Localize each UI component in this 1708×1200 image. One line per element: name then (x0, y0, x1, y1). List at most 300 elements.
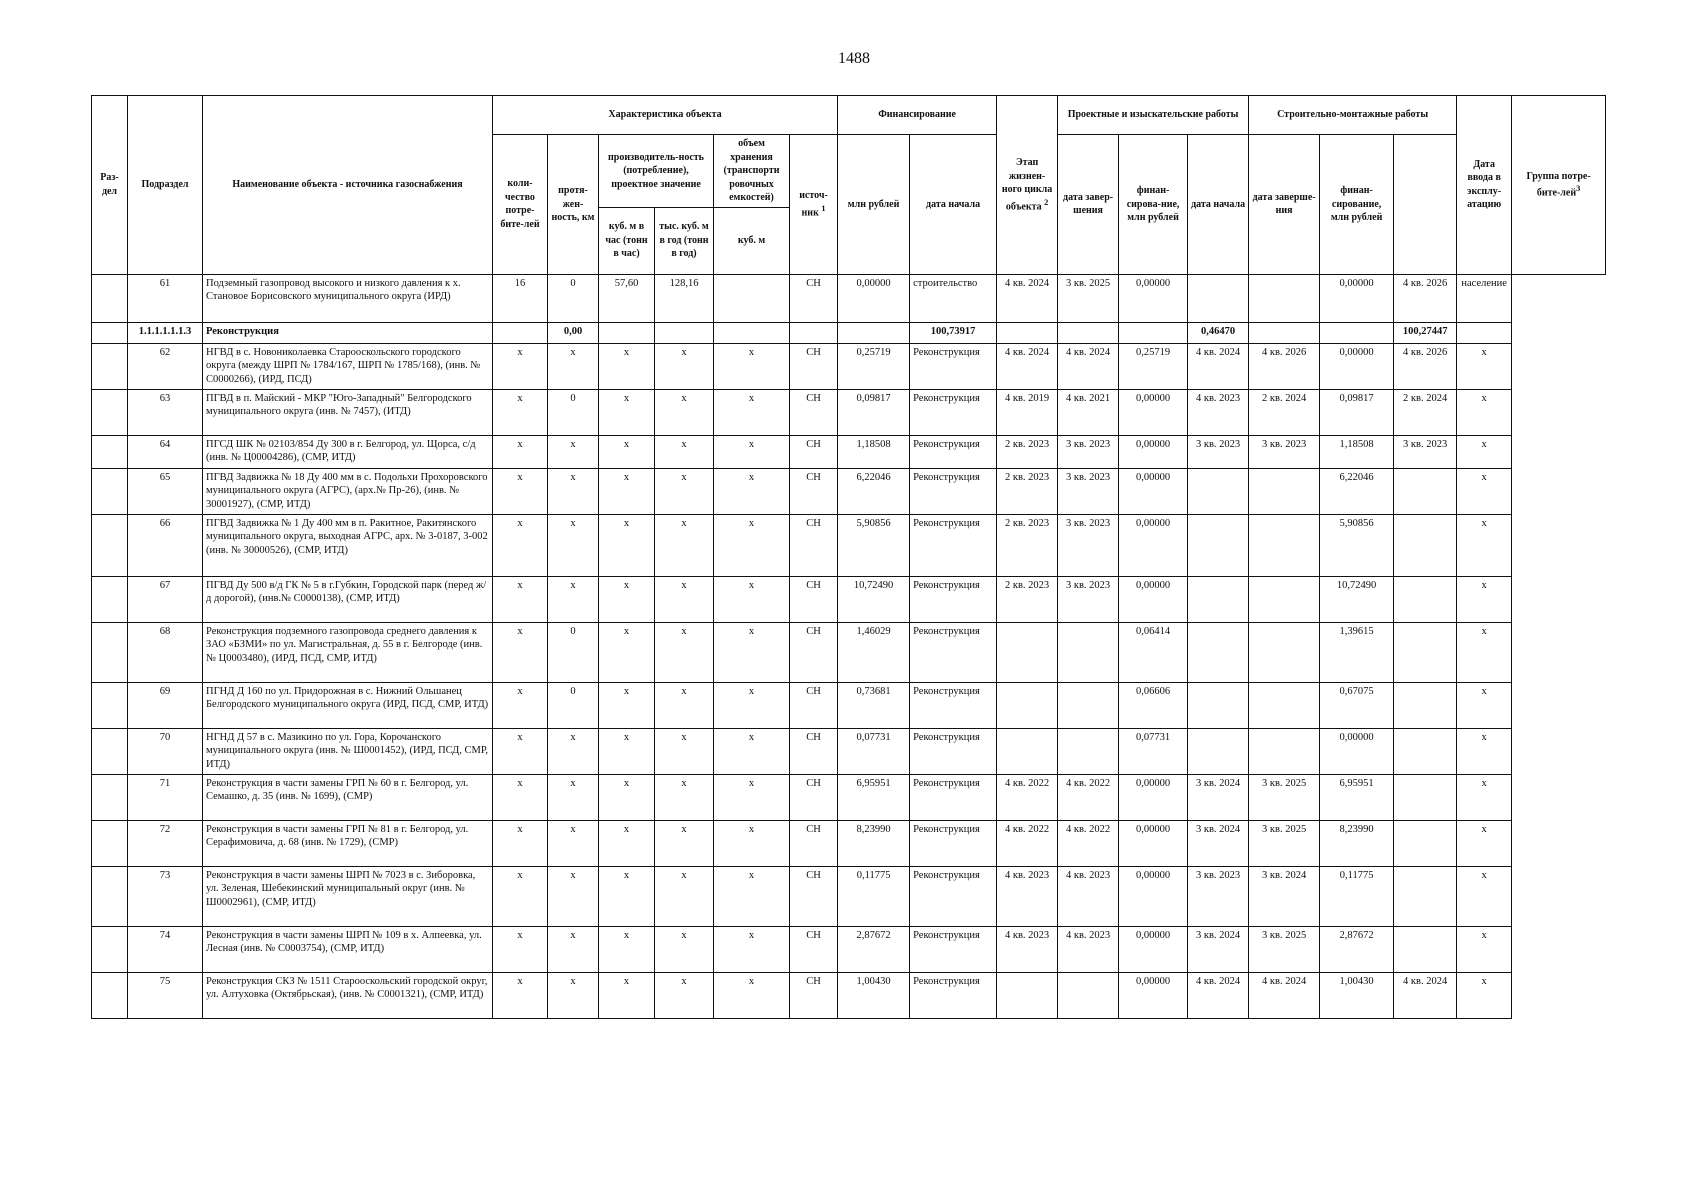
cell-c-fin: 6,22046 (1320, 468, 1394, 514)
cell-c-fin: 0,00000 (1320, 728, 1394, 774)
col-thous-cub-year: тыс. куб. м в год (тонн в год) (655, 207, 714, 274)
cell-razdel (92, 682, 128, 728)
cell-d-end (1058, 622, 1119, 682)
col-cub-hour: куб. м в час (тонн в час) (599, 207, 655, 274)
cell-d-fin: 0,00000 (1119, 576, 1188, 622)
cell-source: СН (790, 866, 838, 926)
cell-count: х (493, 926, 548, 972)
cell-source: СН (790, 820, 838, 866)
cell-cub: х (714, 972, 790, 1018)
cell-cub-hour: х (599, 435, 655, 468)
section-empty-cell (655, 322, 714, 343)
cell-d-end: 3 кв. 2025 (1058, 274, 1119, 322)
cell-name: НГВД в с. Новониколаевка Старооскольского городского округа (между ШРП № 1784/167, ШРП № 1785/168), (инв. № С0000266), (ИРД, ПСД) (203, 343, 493, 389)
cell-group: х (1457, 972, 1512, 1018)
table-row (92, 728, 1606, 774)
cell-d-end: 4 кв. 2022 (1058, 820, 1119, 866)
cell-stage: Реконструкция (910, 728, 997, 774)
cell-razdel (92, 622, 128, 682)
cell-razdel (92, 389, 128, 435)
cell-c-start (1188, 468, 1249, 514)
cell-group: х (1457, 389, 1512, 435)
cell-stage: Реконструкция (910, 343, 997, 389)
col-design-end: дата завер-шения (1058, 135, 1119, 275)
group-construction: Строительно-монтажные работы (1249, 96, 1457, 135)
cell-c-fin: 1,00430 (1320, 972, 1394, 1018)
cell-year: х (655, 576, 714, 622)
cell-year: х (655, 866, 714, 926)
cell-c-end (1249, 728, 1320, 774)
cell-count: 16 (493, 274, 548, 322)
cell-d-fin: 0,06414 (1119, 622, 1188, 682)
cell-year: х (655, 972, 714, 1018)
col-podrazdel: Подраздел (128, 96, 203, 275)
group-financing: Финансирование (838, 96, 997, 135)
cell-stage: Реконструкция (910, 926, 997, 972)
cell-name: ПГСД ШК № 02103/854 Ду 300 в г. Белгород, ул. Щорса, с/д (инв. № Ц00004286), (СМР, ИТД) (203, 435, 493, 468)
section-row (92, 322, 1606, 343)
cell-length: х (548, 926, 599, 972)
col-mln: млн рублей (838, 135, 910, 275)
cell-podrazdel: 63 (128, 389, 203, 435)
cell-length: х (548, 468, 599, 514)
cell-year: 128,16 (655, 274, 714, 322)
cell-cub: х (714, 343, 790, 389)
cell-cub-hour: х (599, 622, 655, 682)
col-design-start: дата начала (910, 135, 997, 275)
cell-c-fin: 2,87672 (1320, 926, 1394, 972)
cell-group: х (1457, 820, 1512, 866)
cell-d-fin: 0,00000 (1119, 972, 1188, 1018)
col-cmr-end: дата заверше-ния (1249, 135, 1320, 275)
cell-commission (1394, 728, 1457, 774)
cell-count: х (493, 435, 548, 468)
cell-year: х (655, 682, 714, 728)
cell-cub: х (714, 774, 790, 820)
cell-commission (1394, 682, 1457, 728)
cell-c-start (1188, 622, 1249, 682)
cell-mln: 0,09817 (838, 389, 910, 435)
cell-length: 0 (548, 622, 599, 682)
cell-count: х (493, 343, 548, 389)
cell-source: СН (790, 343, 838, 389)
section-d-fin: 0,46470 (1188, 322, 1249, 343)
cell-podrazdel: 65 (128, 468, 203, 514)
table-row (92, 682, 1606, 728)
cell-name: ПГВД в п. Майский - МКР "Юго-Западный" Белгородского муниципального округа (инв. № 7457), (ИТД) (203, 389, 493, 435)
table-row (92, 468, 1606, 514)
cell-group: х (1457, 435, 1512, 468)
cell-d-start: 2 кв. 2023 (997, 576, 1058, 622)
cell-count: х (493, 468, 548, 514)
section-length: 0,00 (548, 322, 599, 343)
cell-source: СН (790, 514, 838, 576)
cell-source: СН (790, 682, 838, 728)
col-commission: Дата ввода в эксплу-атацию (1457, 96, 1512, 275)
cell-c-end: 2 кв. 2024 (1249, 389, 1320, 435)
cell-cub: х (714, 622, 790, 682)
cell-group: х (1457, 926, 1512, 972)
cell-cub: х (714, 468, 790, 514)
cell-mln: 0,25719 (838, 343, 910, 389)
cell-count: х (493, 774, 548, 820)
section-empty-cell (1058, 322, 1119, 343)
cell-mln: 10,72490 (838, 576, 910, 622)
cell-source: СН (790, 274, 838, 322)
col-cmr-fin: финан-сирование, млн рублей (1320, 135, 1394, 275)
cell-razdel (92, 343, 128, 389)
cell-c-fin: 5,90856 (1320, 514, 1394, 576)
cell-c-fin: 0,11775 (1320, 866, 1394, 926)
cell-mln: 6,22046 (838, 468, 910, 514)
cell-name: Реконструкция в части замены ШРП № 7023 в с. Зиборовка, ул. Зеленая, Шебекинский муниципальный округ (инв. № Ш0002961), (СМР, ИТД) (203, 866, 493, 926)
cell-cub-hour: х (599, 820, 655, 866)
cell-podrazdel: 66 (128, 514, 203, 576)
cell-count: х (493, 866, 548, 926)
cell-source: СН (790, 389, 838, 435)
cell-group: х (1457, 774, 1512, 820)
cell-c-start (1188, 514, 1249, 576)
cell-cub-hour: х (599, 682, 655, 728)
cell-d-fin: 0,00000 (1119, 866, 1188, 926)
table-row (92, 820, 1606, 866)
cell-podrazdel: 62 (128, 343, 203, 389)
cell-d-end: 3 кв. 2023 (1058, 468, 1119, 514)
cell-c-end: 3 кв. 2025 (1249, 926, 1320, 972)
cell-source: СН (790, 576, 838, 622)
cell-stage: Реконструкция (910, 576, 997, 622)
cell-name: ПГВД Задвижка № 18 Ду 400 мм в с. Подольхи Прохоровского муниципального округа (АГРС), (арх.№ Пр-26), (инв. № 30001927), (СМР, ИТД) (203, 468, 493, 514)
col-stage: Этап жизнен-ного цикла объекта $^2$ (997, 96, 1058, 275)
section-empty-cell (1249, 322, 1320, 343)
cell-commission: 4 кв. 2024 (1394, 972, 1457, 1018)
col-name: Наименование объекта - источника газоснабжения (203, 96, 493, 275)
cell-name: Реконструкция в части замены ШРП № 109 в х. Алпеевка, ул. Лесная (инв. № С0003754), (СМР, ИТД) (203, 926, 493, 972)
table-row (92, 274, 1606, 322)
cell-c-fin: 0,00000 (1320, 343, 1394, 389)
cell-cub-hour: х (599, 389, 655, 435)
cell-c-end (1249, 622, 1320, 682)
cell-d-start (997, 622, 1058, 682)
cell-podrazdel: 75 (128, 972, 203, 1018)
cell-cub: х (714, 866, 790, 926)
cell-count: х (493, 389, 548, 435)
cell-c-start (1188, 682, 1249, 728)
cell-length: х (548, 866, 599, 926)
cell-razdel (92, 274, 128, 322)
cell-podrazdel: 64 (128, 435, 203, 468)
table-body (92, 274, 1606, 1018)
group-characteristics: Характеристика объекта (493, 96, 838, 135)
cell-count: х (493, 972, 548, 1018)
cell-d-end: 3 кв. 2023 (1058, 514, 1119, 576)
col-design-fin: финан-сирова-ние, млн рублей (1119, 135, 1188, 275)
cell-name: Подземный газопровод высокого и низкого давления к х. Становое Борисовского муниципального округа (ИРД) (203, 274, 493, 322)
cell-commission: 2 кв. 2024 (1394, 389, 1457, 435)
cell-mln: 5,90856 (838, 514, 910, 576)
cell-c-end: 4 кв. 2026 (1249, 343, 1320, 389)
cell-count: х (493, 514, 548, 576)
cell-mln: 1,46029 (838, 622, 910, 682)
cell-d-fin: 0,00000 (1119, 468, 1188, 514)
cell-length: х (548, 435, 599, 468)
cell-d-end: 4 кв. 2023 (1058, 866, 1119, 926)
cell-stage: Реконструкция (910, 435, 997, 468)
cell-razdel (92, 514, 128, 576)
cell-commission (1394, 576, 1457, 622)
table-row (92, 435, 1606, 468)
cell-razdel (92, 820, 128, 866)
cell-cub-hour: х (599, 468, 655, 514)
cell-name: Реконструкция подземного газопровода среднего давления к ЗАО «БЗМИ» по ул. Магистральная, д. 55 в г. Белгороде (инв. № Ц0003480), (ИРД, ПСД, СМР, ИТД) (203, 622, 493, 682)
cell-group: х (1457, 622, 1512, 682)
cell-d-start: 4 кв. 2022 (997, 774, 1058, 820)
cell-group: х (1457, 866, 1512, 926)
cell-c-end: 3 кв. 2025 (1249, 774, 1320, 820)
cell-cub: х (714, 389, 790, 435)
cell-length: 0 (548, 682, 599, 728)
cell-c-fin: 10,72490 (1320, 576, 1394, 622)
cell-stage: Реконструкция (910, 682, 997, 728)
cell-d-fin: 0,25719 (1119, 343, 1188, 389)
cell-d-start: 2 кв. 2023 (997, 468, 1058, 514)
cell-d-fin: 0,07731 (1119, 728, 1188, 774)
section-empty-cell (92, 322, 128, 343)
cell-year: х (655, 728, 714, 774)
cell-source: СН (790, 972, 838, 1018)
table-row (92, 972, 1606, 1018)
cell-stage: Реконструкция (910, 389, 997, 435)
cell-year: х (655, 622, 714, 682)
section-empty-cell (838, 322, 910, 343)
cell-count: х (493, 820, 548, 866)
cell-group: х (1457, 682, 1512, 728)
cell-group: население (1457, 274, 1512, 322)
cell-cub-hour: х (599, 866, 655, 926)
cell-name: НГНД Д 57 в с. Мазикино по ул. Гора, Корочанского муниципального округа (инв. № Ш0001452), (ИРД, ПСД, СМР, ИТД) (203, 728, 493, 774)
cell-c-end: 4 кв. 2024 (1249, 972, 1320, 1018)
cell-d-fin: 0,06606 (1119, 682, 1188, 728)
group-design: Проектные и изыскательские работы (1058, 96, 1249, 135)
cell-d-start: 4 кв. 2019 (997, 389, 1058, 435)
cell-d-start: 4 кв. 2023 (997, 866, 1058, 926)
cell-c-end: 3 кв. 2023 (1249, 435, 1320, 468)
cell-stage: Реконструкция (910, 514, 997, 576)
section-empty-cell (1320, 322, 1394, 343)
cell-cub-hour: х (599, 343, 655, 389)
cell-podrazdel: 74 (128, 926, 203, 972)
cell-c-fin: 0,09817 (1320, 389, 1394, 435)
section-empty-cell (493, 322, 548, 343)
col-cub: куб. м (714, 207, 790, 274)
cell-c-start: 3 кв. 2024 (1188, 774, 1249, 820)
table-row (92, 926, 1606, 972)
cell-stage: строительство (910, 274, 997, 322)
cell-c-start: 3 кв. 2024 (1188, 820, 1249, 866)
cell-c-fin: 6,95951 (1320, 774, 1394, 820)
cell-mln: 0,00000 (838, 274, 910, 322)
section-code: 1.1.1.1.1.1.3 (128, 322, 203, 343)
cell-year: х (655, 435, 714, 468)
cell-group: х (1457, 468, 1512, 514)
cell-commission (1394, 820, 1457, 866)
cell-d-end (1058, 972, 1119, 1018)
col-length: протя-жен-ность, км (548, 135, 599, 275)
cell-razdel (92, 435, 128, 468)
cell-podrazdel: 69 (128, 682, 203, 728)
cell-razdel (92, 972, 128, 1018)
cell-group: х (1457, 343, 1512, 389)
cell-c-fin: 0,67075 (1320, 682, 1394, 728)
cell-d-fin: 0,00000 (1119, 926, 1188, 972)
cell-cub: х (714, 576, 790, 622)
cell-source: СН (790, 728, 838, 774)
table-row (92, 343, 1606, 389)
cell-cub: х (714, 820, 790, 866)
section-empty-cell (790, 322, 838, 343)
cell-name: ПГВД Ду 500 в/д ГК № 5 в г.Губкин, Городской парк (перед ж/д дорогой), (инв.№ С0000138), (СМР, ИТД) (203, 576, 493, 622)
cell-stage: Реконструкция (910, 866, 997, 926)
cell-cub (714, 274, 790, 322)
cell-stage: Реконструкция (910, 468, 997, 514)
cell-d-fin: 0,00000 (1119, 435, 1188, 468)
gas-supply-table (91, 95, 1606, 1019)
group-productivity: производитель-ность (потребление), проектное значение (599, 135, 714, 208)
cell-c-end (1249, 682, 1320, 728)
cell-commission: 3 кв. 2023 (1394, 435, 1457, 468)
cell-podrazdel: 68 (128, 622, 203, 682)
cell-name: Реконструкция СКЗ № 1511 Старооскольский городской округ, ул. Алтуховка (Октябрьская), (инв. № С0001321), (СМР, ИТД) (203, 972, 493, 1018)
cell-d-end: 4 кв. 2023 (1058, 926, 1119, 972)
cell-c-start: 3 кв. 2023 (1188, 435, 1249, 468)
cell-d-start: 4 кв. 2024 (997, 274, 1058, 322)
cell-group: х (1457, 728, 1512, 774)
cell-cub: х (714, 926, 790, 972)
cell-c-start: 4 кв. 2024 (1188, 972, 1249, 1018)
cell-name: Реконструкция в части замены ГРП № 60 в г. Белгород, ул. Семашко, д. 35 (инв. № 1699), (СМР) (203, 774, 493, 820)
cell-cub-hour: х (599, 514, 655, 576)
cell-podrazdel: 61 (128, 274, 203, 322)
cell-year: х (655, 468, 714, 514)
cell-d-start: 4 кв. 2024 (997, 343, 1058, 389)
cell-c-fin: 1,39615 (1320, 622, 1394, 682)
cell-length: 0 (548, 274, 599, 322)
cell-d-start: 2 кв. 2023 (997, 514, 1058, 576)
cell-razdel (92, 576, 128, 622)
cell-d-start (997, 972, 1058, 1018)
cell-d-end: 3 кв. 2023 (1058, 576, 1119, 622)
cell-mln: 0,73681 (838, 682, 910, 728)
cell-razdel (92, 468, 128, 514)
table-row (92, 514, 1606, 576)
cell-d-fin: 0,00000 (1119, 389, 1188, 435)
cell-stage: Реконструкция (910, 774, 997, 820)
cell-count: х (493, 728, 548, 774)
cell-year: х (655, 389, 714, 435)
cell-cub-hour: х (599, 972, 655, 1018)
section-empty-cell (599, 322, 655, 343)
cell-group: х (1457, 514, 1512, 576)
cell-c-start: 3 кв. 2023 (1188, 866, 1249, 926)
cell-count: х (493, 576, 548, 622)
table-row (92, 774, 1606, 820)
cell-cub-hour: 57,60 (599, 274, 655, 322)
section-empty-cell (1457, 322, 1512, 343)
cell-name: ПГНД Д 160 по ул. Придорожная в с. Нижний Ольшанец Белгородского муниципального округа (ИРД, ПСД, СМР, ИТД) (203, 682, 493, 728)
cell-podrazdel: 70 (128, 728, 203, 774)
cell-c-end (1249, 576, 1320, 622)
cell-c-start: 3 кв. 2024 (1188, 926, 1249, 972)
cell-c-fin: 1,18508 (1320, 435, 1394, 468)
cell-count: х (493, 622, 548, 682)
cell-c-end (1249, 514, 1320, 576)
section-mln: 100,73917 (910, 322, 997, 343)
cell-c-end: 3 кв. 2025 (1249, 820, 1320, 866)
cell-length: х (548, 514, 599, 576)
cell-cub-hour: х (599, 926, 655, 972)
section-name: Реконструкция (203, 322, 493, 343)
cell-mln: 6,95951 (838, 774, 910, 820)
cell-mln: 8,23990 (838, 820, 910, 866)
cell-name: ПГВД Задвижка № 1 Ду 400 мм в п. Ракитное, Ракитянского муниципального округа, выходная АГРС, арх. № 3-0187, 3-002 (инв. № 30000526), (СМР, ИТД) (203, 514, 493, 576)
cell-stage: Реконструкция (910, 622, 997, 682)
cell-source: СН (790, 435, 838, 468)
cell-c-start (1188, 274, 1249, 322)
cell-year: х (655, 514, 714, 576)
cell-d-fin: 0,00000 (1119, 514, 1188, 576)
table-row (92, 576, 1606, 622)
cell-year: х (655, 820, 714, 866)
cell-commission: 4 кв. 2026 (1394, 274, 1457, 322)
cell-group: х (1457, 576, 1512, 622)
cell-c-end: 3 кв. 2024 (1249, 866, 1320, 926)
cell-c-fin: 0,00000 (1320, 274, 1394, 322)
cell-source: СН (790, 622, 838, 682)
cell-length: х (548, 576, 599, 622)
cell-d-end: 4 кв. 2022 (1058, 774, 1119, 820)
cell-cub-hour: х (599, 774, 655, 820)
page-number: 1488 (838, 50, 870, 67)
cell-podrazdel: 73 (128, 866, 203, 926)
section-empty-cell (714, 322, 790, 343)
cell-d-end: 4 кв. 2021 (1058, 389, 1119, 435)
table-row (92, 866, 1606, 926)
col-consumer-group: Группа потре-бите-лей$^3$ (1512, 96, 1606, 275)
cell-mln: 0,11775 (838, 866, 910, 926)
cell-d-start: 4 кв. 2022 (997, 820, 1058, 866)
cell-name: Реконструкция в части замены ГРП № 81 в г. Белгород, ул. Серафимовича, д. 68 (инв. № 1729), (СМР) (203, 820, 493, 866)
cell-podrazdel: 72 (128, 820, 203, 866)
cell-length: 0 (548, 389, 599, 435)
cell-c-start (1188, 728, 1249, 774)
cell-commission (1394, 468, 1457, 514)
section-empty-cell (1119, 322, 1188, 343)
col-count: коли-чество потре-бите-лей (493, 135, 548, 275)
cell-year: х (655, 774, 714, 820)
cell-mln: 2,87672 (838, 926, 910, 972)
cell-podrazdel: 71 (128, 774, 203, 820)
cell-count: х (493, 682, 548, 728)
cell-cub: х (714, 682, 790, 728)
cell-length: х (548, 774, 599, 820)
cell-d-start: 2 кв. 2023 (997, 435, 1058, 468)
cell-commission: 4 кв. 2026 (1394, 343, 1457, 389)
cell-d-fin: 0,00000 (1119, 774, 1188, 820)
cell-d-fin: 0,00000 (1119, 820, 1188, 866)
col-source: источ-ник $^1$ (790, 135, 838, 275)
cell-length: х (548, 972, 599, 1018)
group-volume: объем хранения (транспорти ровочных емкостей) (714, 135, 790, 208)
